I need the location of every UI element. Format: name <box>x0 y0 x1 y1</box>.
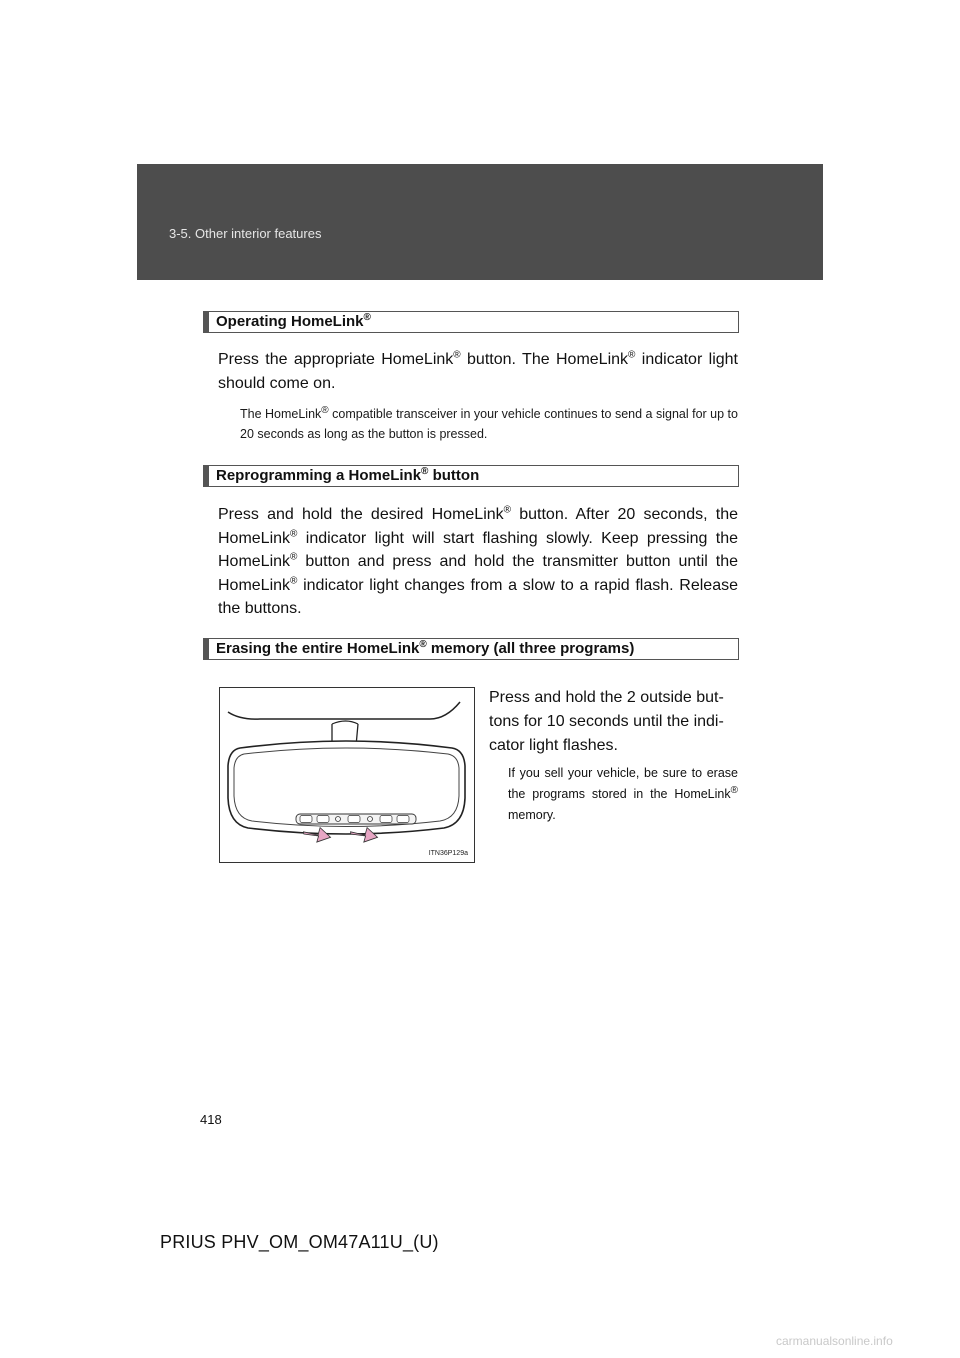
text-run: If you sell your vehicle, be sure to erase the programs stored in the HomeLink <box>508 766 738 801</box>
text-run: Press the appropriate HomeLink <box>218 351 454 368</box>
operating-note <box>240 404 738 444</box>
registered-mark: ® <box>419 639 427 650</box>
text-run: button. After 20 seconds, the HomeLink <box>218 506 738 547</box>
homelink-button-3 <box>348 816 360 823</box>
text-run: indicator light changes from a slow to a rapid flash. Release the buttons. <box>218 576 738 617</box>
text-line: cator light flashes. <box>489 737 618 754</box>
operating-body <box>218 348 738 395</box>
erasing-note <box>508 763 738 826</box>
heading-text: button <box>428 467 480 484</box>
heading-text: Reprogramming a HomeLink <box>216 467 422 484</box>
text-line: tons for 10 seconds until the indi- <box>489 713 724 730</box>
registered-mark: ® <box>363 312 371 323</box>
homelink-button-2 <box>317 816 329 823</box>
erasing-body <box>489 686 739 758</box>
windshield-edge <box>228 702 460 719</box>
text-run: Press and hold the desired HomeLink <box>218 506 504 523</box>
header-band <box>137 164 823 280</box>
mirror-button-i <box>380 816 392 823</box>
heading-operating-homelink <box>203 311 739 333</box>
footer-code: PRIUS PHV_OM_OM47A11U_(U) <box>160 1232 439 1252</box>
registered-mark: ® <box>321 404 329 416</box>
registered-mark: ® <box>730 784 738 796</box>
text-line: Press and hold the 2 outside but- <box>489 689 724 706</box>
registered-mark: ® <box>503 504 512 516</box>
text-run: The HomeLink <box>240 407 322 421</box>
registered-mark: ® <box>290 575 298 587</box>
registered-mark: ® <box>628 349 636 361</box>
reprogramming-body <box>218 503 738 621</box>
mirror-illustration <box>220 688 474 862</box>
mirror-mount <box>332 721 358 724</box>
heading-erasing <box>203 638 739 660</box>
registered-mark: ® <box>453 349 461 361</box>
mirror-figure <box>219 687 475 863</box>
text-run: compatible transceiver in your vehicle continues to send a signal for up to 20 seconds as long as the button is pressed. <box>240 407 738 441</box>
section-title: 3-5. Other interior features <box>169 226 322 241</box>
text-run: button and press and hold the transmitter button until the HomeLink <box>218 553 738 594</box>
heading-text: Operating HomeLink <box>216 313 364 330</box>
watermark: carmanualsonline.info <box>776 1334 893 1348</box>
heading-reprogramming <box>203 465 739 487</box>
text-run: indicator light will start flashing slowly. Keep pressing the HomeLink <box>218 529 738 570</box>
homelink-button-1 <box>300 816 312 823</box>
text-run: memory. <box>508 808 556 822</box>
registered-mark: ® <box>290 551 298 563</box>
heading-text: memory (all three programs) <box>426 640 635 657</box>
text-run: button. The HomeLink <box>460 351 629 368</box>
heading-text: Erasing the entire HomeLink <box>216 640 420 657</box>
mirror-button-o <box>397 816 409 823</box>
registered-mark: ® <box>421 466 429 477</box>
registered-mark: ® <box>290 528 298 540</box>
page-number: 418 <box>200 1112 222 1127</box>
figure-code: ITN36P129a <box>428 850 468 857</box>
text-run: indicator light should come on. <box>218 351 738 392</box>
